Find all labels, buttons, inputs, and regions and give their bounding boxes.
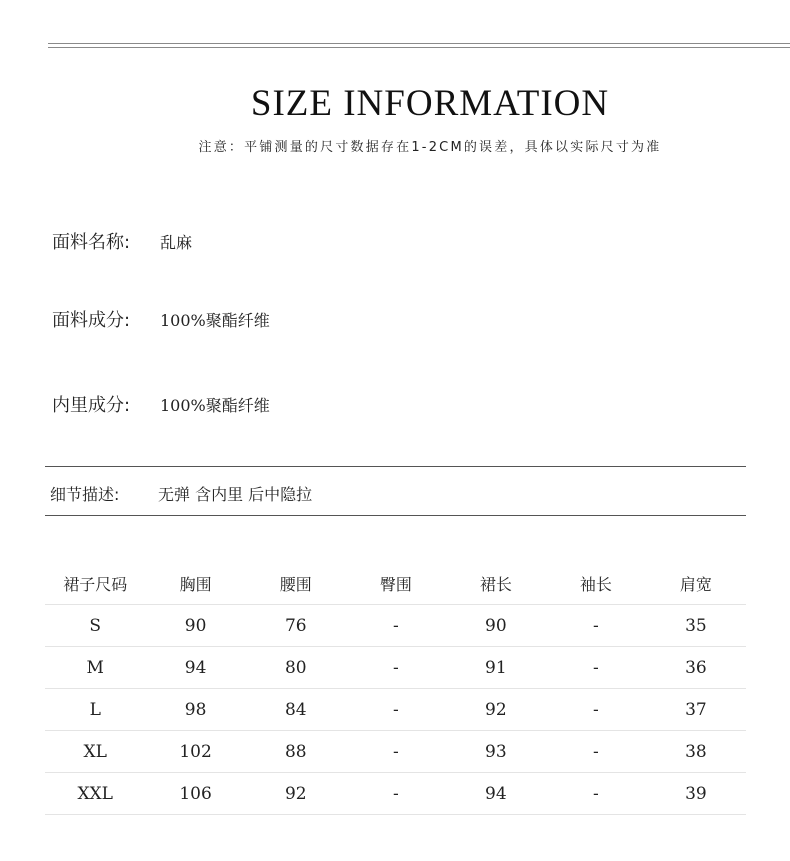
- cell-hip: -: [346, 689, 446, 731]
- cell-size: L: [45, 689, 145, 731]
- table-row: [45, 605, 746, 647]
- cell-waist: 76: [246, 605, 346, 647]
- cell-hip: -: [346, 773, 446, 815]
- cell-size: M: [45, 647, 145, 689]
- cell-shoulder-width: 36: [646, 647, 746, 689]
- table-row: [45, 689, 746, 731]
- header-hip: 臀围: [346, 562, 446, 605]
- cell-skirt-length: 93: [446, 731, 546, 773]
- fabric-name-value: 乱麻: [160, 233, 193, 252]
- header-size: 裙子尺码: [45, 562, 145, 605]
- detail-label: 细节描述:: [50, 485, 120, 504]
- cell-shoulder-width: 39: [646, 773, 746, 815]
- table-row: [45, 731, 746, 773]
- cell-sleeve-length: -: [546, 647, 646, 689]
- cell-sleeve-length: -: [546, 689, 646, 731]
- cell-sleeve-length: -: [546, 605, 646, 647]
- cell-size: XL: [45, 731, 145, 773]
- cell-bust: 102: [145, 731, 245, 773]
- table-row: [45, 773, 746, 815]
- header-bust: 胸围: [145, 562, 245, 605]
- page-title: SIZE INFORMATION: [250, 83, 610, 124]
- cell-shoulder-width: 38: [646, 731, 746, 773]
- header-skirt-length: 裙长: [446, 562, 546, 605]
- cell-sleeve-length: -: [546, 731, 646, 773]
- cell-hip: -: [346, 731, 446, 773]
- fabric-composition-value: 100%聚酯纤维: [160, 311, 270, 330]
- cell-skirt-length: 91: [446, 647, 546, 689]
- fabric-name-label: 面料名称:: [52, 232, 131, 253]
- cell-bust: 90: [145, 605, 245, 647]
- cell-size: S: [45, 605, 145, 647]
- detail-top-divider: [45, 466, 746, 467]
- table-row: [45, 647, 746, 689]
- fabric-composition-row: [52, 306, 270, 332]
- cell-skirt-length: 92: [446, 689, 546, 731]
- detail-bottom-divider: [45, 515, 746, 516]
- cell-bust: 94: [145, 647, 245, 689]
- cell-shoulder-width: 37: [646, 689, 746, 731]
- lining-composition-value: 100%聚酯纤维: [160, 396, 270, 415]
- cell-shoulder-width: 35: [646, 605, 746, 647]
- header-sleeve-length: 袖长: [546, 562, 646, 605]
- header-waist: 腰围: [246, 562, 346, 605]
- lining-composition-label: 内里成分:: [52, 395, 131, 416]
- size-table: [45, 562, 746, 815]
- cell-bust: 98: [145, 689, 245, 731]
- header-shoulder-width: 肩宽: [646, 562, 746, 605]
- cell-sleeve-length: -: [546, 773, 646, 815]
- cell-skirt-length: 94: [446, 773, 546, 815]
- cell-hip: -: [346, 647, 446, 689]
- cell-size: XXL: [45, 773, 145, 815]
- cell-waist: 92: [246, 773, 346, 815]
- lining-composition-row: [52, 391, 270, 417]
- size-table-header: [45, 562, 746, 605]
- detail-value: 无弹 含内里 后中隐拉: [158, 485, 313, 504]
- cell-waist: 80: [246, 647, 346, 689]
- fabric-name-row: [52, 228, 192, 254]
- cell-waist: 84: [246, 689, 346, 731]
- cell-waist: 88: [246, 731, 346, 773]
- fabric-composition-label: 面料成分:: [52, 310, 131, 331]
- measurement-note: 注意：平铺测量的尺寸数据存在1-2CM的误差，具体以实际尺寸为准: [198, 140, 662, 155]
- top-rule-2: [48, 47, 790, 48]
- cell-bust: 106: [145, 773, 245, 815]
- cell-skirt-length: 90: [446, 605, 546, 647]
- top-rule-1: [48, 43, 790, 44]
- detail-row: [50, 482, 312, 505]
- cell-hip: -: [346, 605, 446, 647]
